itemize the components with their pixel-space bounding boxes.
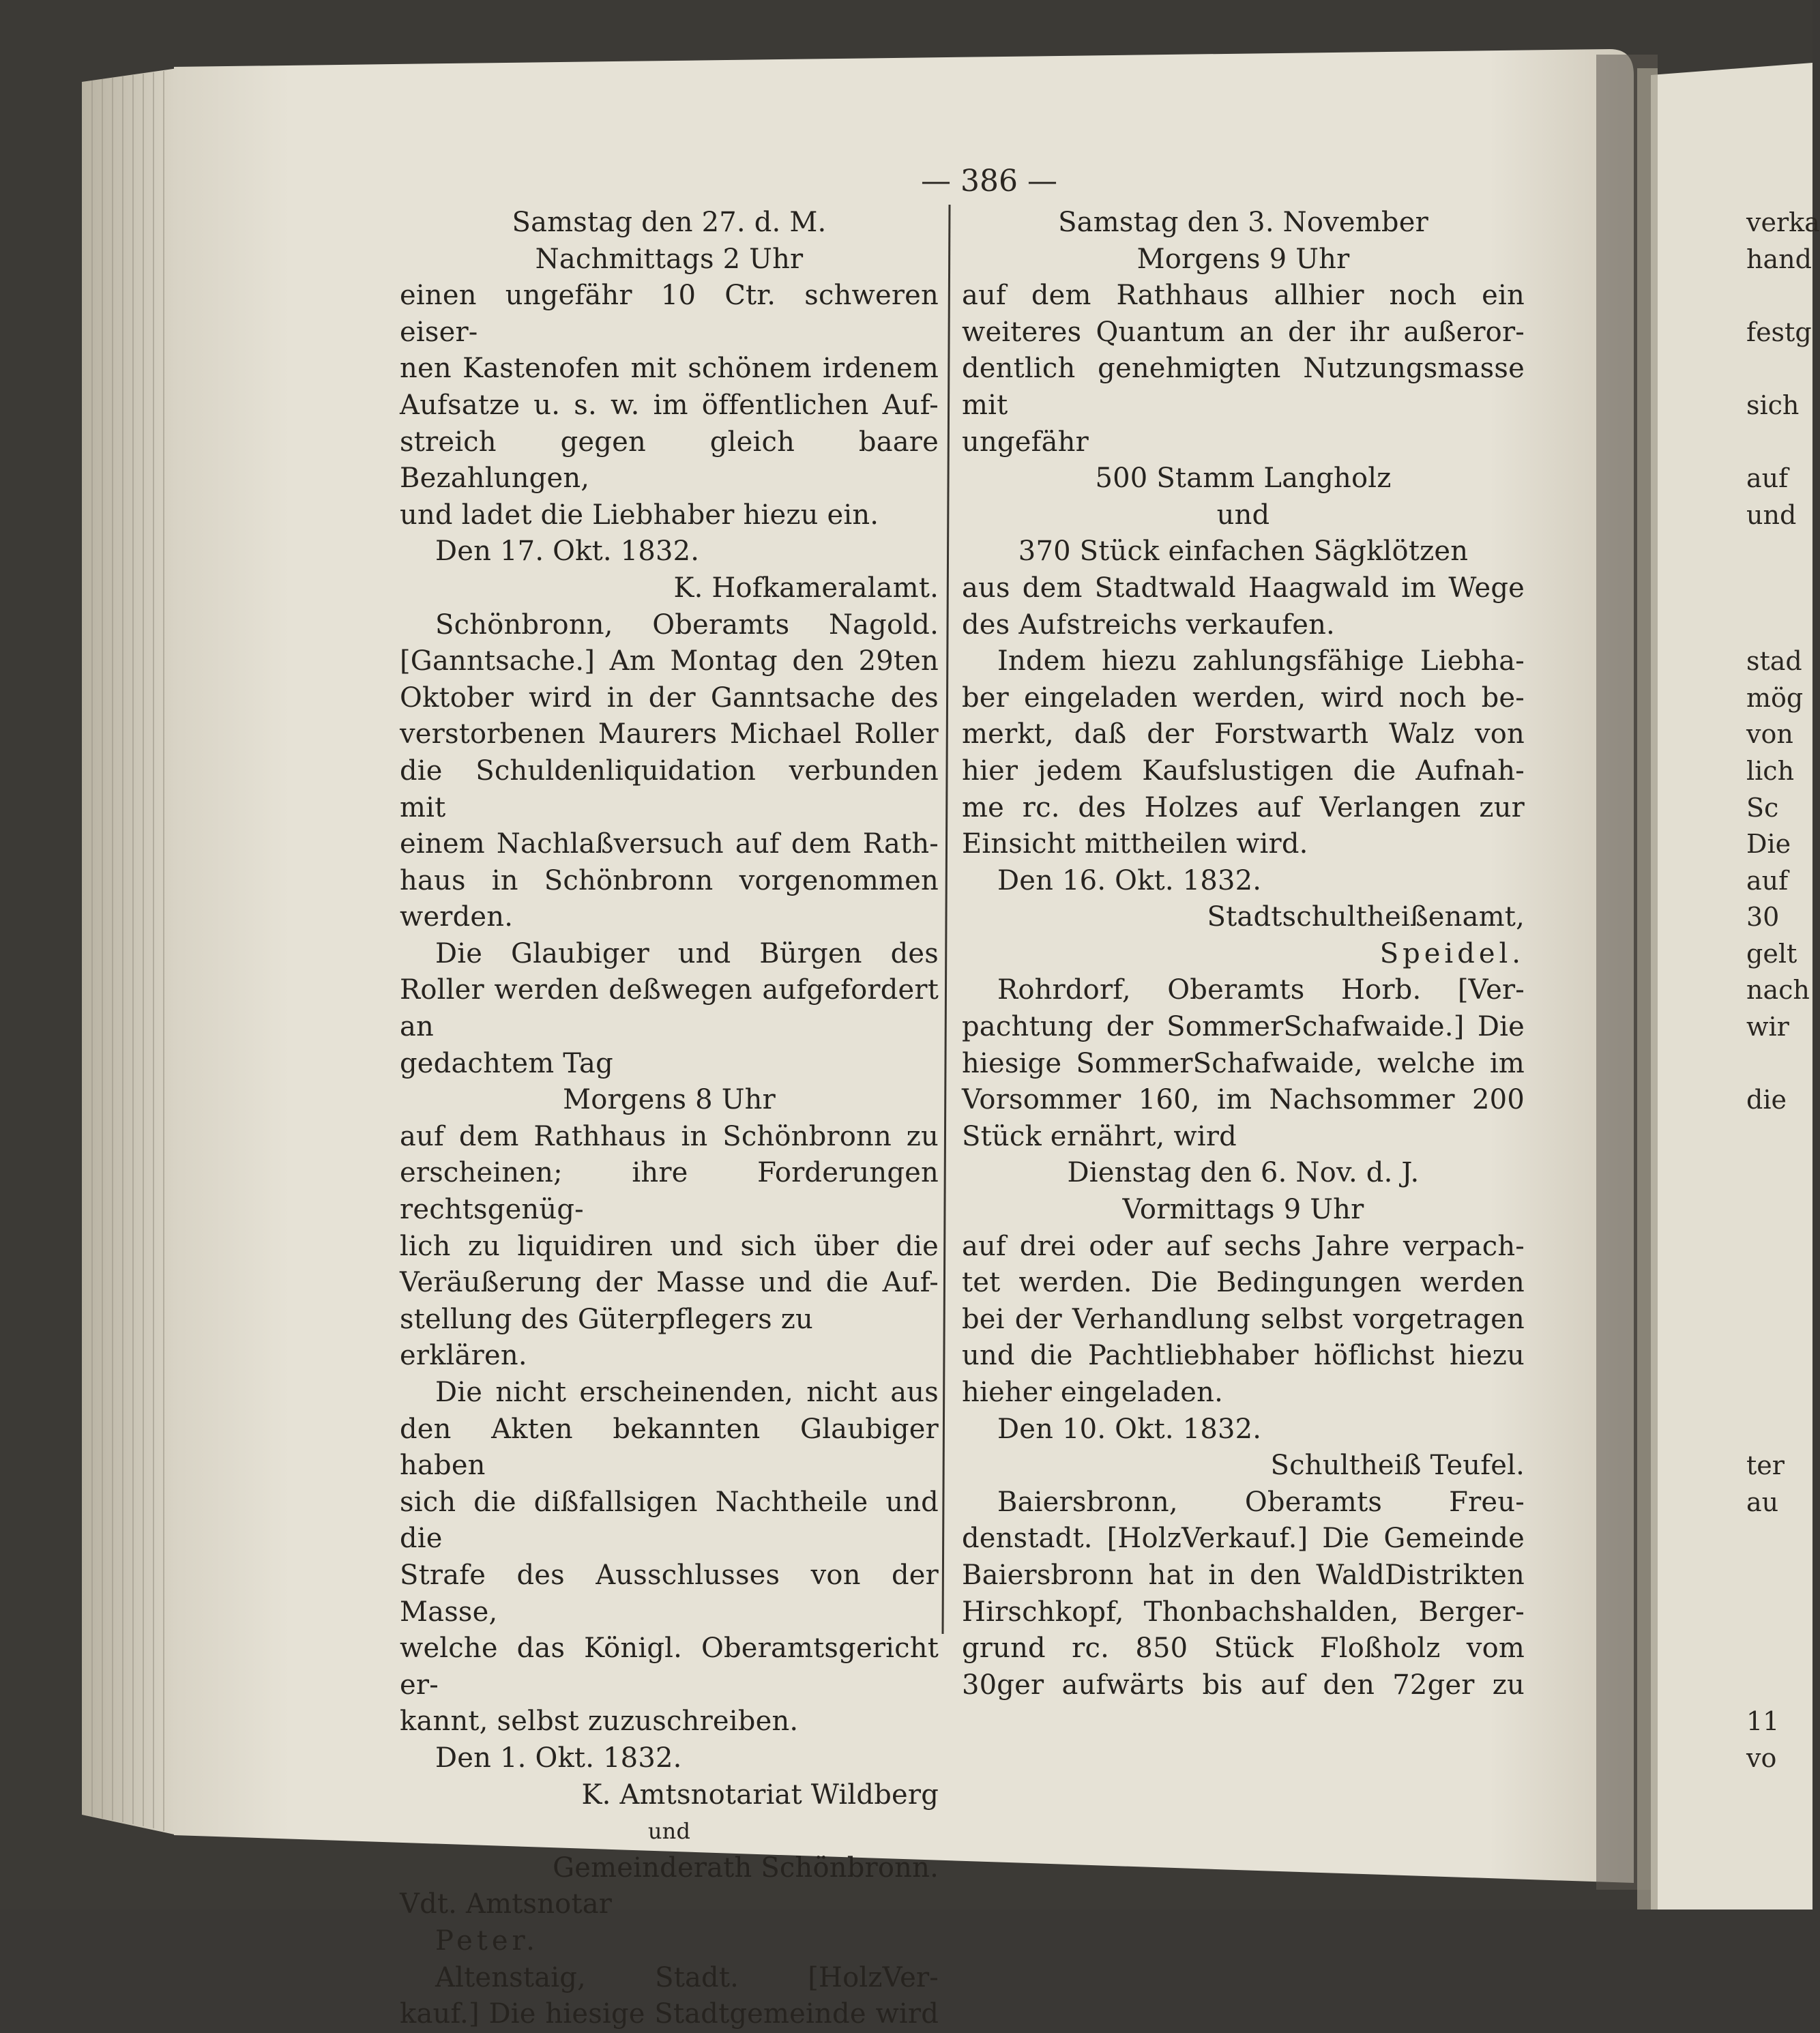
left-column-line: den Akten bekannten Glaubiger haben bbox=[400, 1413, 939, 1482]
right-column-line: Baiersbronn hat in den WaldDistrikten bbox=[962, 1559, 1525, 1591]
right-column-line: ber eingeladen werden, wird noch be- bbox=[962, 682, 1525, 714]
right-column-line: Indem hiezu zahlungsfähige Liebha- bbox=[997, 645, 1525, 677]
right-column-line: dentlich genehmigten Nutzungsmasse mit bbox=[962, 353, 1525, 421]
next-page-line bbox=[1746, 1667, 1808, 1704]
left-column bbox=[400, 205, 939, 2033]
next-page-line bbox=[1746, 1265, 1808, 1302]
left-column-line: Den 17. Okt. 1832. bbox=[435, 536, 700, 568]
right-column-line: 500 Stamm Langholz bbox=[1095, 463, 1392, 495]
right-column-line: auf dem Rathhaus allhier noch ein bbox=[962, 280, 1525, 312]
next-page-line: hand bbox=[1746, 244, 1812, 274]
left-column-line: lich zu liquidiren und sich über die bbox=[400, 1230, 939, 1262]
next-page-line: gelt bbox=[1746, 938, 1797, 969]
left-column-line: stellung des Güterpflegers zu erklären. bbox=[400, 1303, 813, 1372]
left-column-line: kauf.] Die hiesige Stadtgemeinde wird bbox=[400, 1998, 939, 2030]
left-column-line: die Schuldenliquidation verbunden mit bbox=[400, 755, 939, 823]
left-column-line: Strafe des Ausschlusses von der Masse, bbox=[400, 1559, 939, 1628]
next-page-line: auf bbox=[1746, 865, 1789, 896]
right-column-line: Schultheiß Teufel. bbox=[1270, 1450, 1525, 1482]
next-page-line bbox=[1746, 533, 1808, 570]
left-column-line: und bbox=[647, 1818, 691, 1845]
left-column-line: Aufsatze u. s. w. im öffentlichen Auf- bbox=[400, 389, 939, 421]
next-page-line: Sc bbox=[1746, 792, 1779, 823]
left-column-line: Die nicht erscheinenden, nicht aus bbox=[435, 1377, 939, 1408]
next-page-line bbox=[1746, 1155, 1808, 1192]
left-column-line: auf dem Rathhaus in Schönbronn zu bbox=[400, 1120, 939, 1152]
right-column-line: und bbox=[1216, 499, 1270, 531]
left-column-line: K. Amtsnotariat Wildberg bbox=[581, 1779, 939, 1811]
left-column-line: Schönbronn, Oberamts Nagold. bbox=[435, 609, 939, 641]
right-column-line: grund rc. 850 Stück Floßholz vom bbox=[962, 1633, 1525, 1665]
right-column-line: merkt, daß der Forstwarth Walz von bbox=[962, 718, 1525, 750]
left-column-line: einen ungefähr 10 Ctr. schweren eiser- bbox=[400, 280, 939, 348]
right-column-line: aus dem Stadtwald Haagwald im Wege bbox=[962, 572, 1525, 604]
right-column-line: hieher eingeladen. bbox=[962, 1377, 1223, 1408]
right-column-line: und die Pachtliebhaber höflichst hiezu bbox=[962, 1340, 1525, 1372]
next-page-line bbox=[1746, 351, 1808, 387]
right-column-line: Vorsommer 160, im Nachsommer 200 bbox=[962, 1084, 1525, 1116]
next-page-line bbox=[1746, 1557, 1808, 1594]
right-column-line: 30ger aufwärts bis auf den 72ger zu bbox=[962, 1669, 1525, 1701]
right-column-line: 370 Stück einfachen Sägklötzen bbox=[1018, 536, 1469, 568]
left-column-line: sich die dißfallsigen Nachtheile und die bbox=[400, 1486, 939, 1555]
left-column-line: Veräußerung der Masse und die Auf- bbox=[400, 1267, 939, 1299]
next-page-line: verka bbox=[1746, 207, 1820, 237]
left-column-line: Nachmittags 2 Uhr bbox=[535, 243, 804, 275]
next-page-line: Die bbox=[1746, 829, 1791, 860]
left-column-line: kannt, selbst zuzuschreiben. bbox=[400, 1706, 799, 1738]
next-page-line: 11 bbox=[1746, 1706, 1780, 1737]
next-page-line bbox=[1746, 424, 1808, 461]
next-page-line bbox=[1746, 1302, 1808, 1339]
left-column-line: Die Glaubiger und Bürgen des bbox=[435, 937, 939, 969]
next-page-line bbox=[1746, 1192, 1808, 1229]
next-page-line bbox=[1746, 1630, 1808, 1667]
next-page-line: sich bbox=[1746, 390, 1800, 420]
next-page-line: ter bbox=[1746, 1450, 1785, 1481]
right-column-line: Morgens 9 Uhr bbox=[1136, 243, 1350, 275]
right-column bbox=[962, 205, 1525, 1703]
next-page-line: vo bbox=[1746, 1742, 1777, 1773]
left-column-line: Oktober wird in der Ganntsache des bbox=[400, 682, 939, 714]
left-column-line: Altenstaig, Stadt. [HolzVer- bbox=[435, 1961, 939, 1993]
next-page-line bbox=[1746, 1119, 1808, 1156]
next-page-line bbox=[1746, 570, 1808, 607]
next-page-line bbox=[1746, 1046, 1808, 1083]
next-page-line: wir bbox=[1746, 1012, 1789, 1042]
next-page-line bbox=[1746, 607, 1808, 644]
next-page-line: lich bbox=[1746, 755, 1795, 786]
left-column-line: Vdt. Amtsnotar bbox=[400, 1888, 613, 1920]
left-column-line: K. Hofkameralamt. bbox=[673, 572, 939, 604]
left-column-line: haus in Schönbronn vorgenommen bbox=[400, 864, 939, 896]
left-column-line: gedachtem Tag bbox=[400, 1047, 613, 1079]
right-column-line: Samstag den 3. November bbox=[1058, 207, 1428, 238]
right-column-line: hiesige SommerSchafwaide, welche im bbox=[962, 1047, 1525, 1079]
right-column-line: Speidel. bbox=[1379, 937, 1525, 969]
right-column-line: Hirschkopf, Thonbachshalden, Berger- bbox=[962, 1596, 1525, 1628]
left-column-line: werden. bbox=[400, 901, 514, 933]
left-column-line: verstorbenen Maurers Michael Roller bbox=[400, 718, 939, 750]
right-column-line: denstadt. [HolzVerkauf.] Die Gemeinde bbox=[962, 1523, 1525, 1555]
left-column-line: einem Nachlaßversuch auf dem Rath- bbox=[400, 828, 939, 860]
right-column-line: Vormittags 9 Uhr bbox=[1122, 1194, 1364, 1226]
right-column-line: weiteres Quantum an der ihr außeror- bbox=[962, 316, 1525, 348]
left-column-line: streich gegen gleich baare Bezahlungen, bbox=[400, 426, 939, 495]
left-column-line: Roller werden deßwegen aufgefordert an bbox=[400, 974, 939, 1043]
right-column-line: me rc. des Holzes auf Verlangen zur bbox=[962, 791, 1525, 823]
left-column-line: Gemeinderath Schönbronn. bbox=[553, 1852, 939, 1884]
next-page-line: und bbox=[1746, 499, 1797, 530]
left-column-line: erscheinen; ihre Forderungen rechtsgenüg- bbox=[400, 1157, 939, 1226]
next-page-line bbox=[1746, 278, 1808, 315]
right-column-line: Stück ernährt, wird bbox=[962, 1120, 1237, 1152]
next-page-line: auf bbox=[1746, 463, 1789, 494]
next-page-line bbox=[1746, 1375, 1808, 1412]
next-page-line: von bbox=[1746, 719, 1793, 750]
next-page-line bbox=[1746, 1594, 1808, 1631]
next-page-line: au bbox=[1746, 1487, 1779, 1517]
right-column-line: Einsicht mittheilen wird. bbox=[962, 828, 1308, 860]
next-page-line: die bbox=[1746, 1085, 1787, 1115]
right-column-line: auf drei oder auf sechs Jahre verpach- bbox=[962, 1230, 1525, 1262]
next-page-line: 30 bbox=[1746, 902, 1780, 933]
next-page-fragment bbox=[1746, 205, 1820, 1777]
left-column-line: nen Kastenofen mit schönem irdenem bbox=[400, 353, 939, 385]
next-page-line bbox=[1746, 1338, 1808, 1375]
right-column-line: Den 16. Okt. 1832. bbox=[997, 864, 1262, 896]
left-column-line: Peter. bbox=[435, 1925, 539, 1957]
right-column-line: pachtung der SommerSchafwaide.] Die bbox=[962, 1011, 1525, 1043]
next-page-line bbox=[1746, 1229, 1808, 1266]
left-column-line: welche das Königl. Oberamtsgericht er- bbox=[400, 1633, 939, 1701]
next-page-line: festg bbox=[1746, 317, 1812, 347]
next-page-line: stad bbox=[1746, 646, 1802, 677]
right-column-line: Stadtschultheißenamt, bbox=[1207, 901, 1525, 933]
left-column-line: Samstag den 27. d. M. bbox=[512, 207, 827, 238]
next-page-line: mög bbox=[1746, 682, 1804, 713]
left-column-line: [Ganntsache.] Am Montag den 29ten bbox=[400, 645, 939, 677]
left-column-line: Den 1. Okt. 1832. bbox=[435, 1742, 682, 1774]
left-column-line: Morgens 8 Uhr bbox=[563, 1084, 776, 1116]
right-column-line: des Aufstreichs verkaufen. bbox=[962, 609, 1335, 641]
next-page-line bbox=[1746, 1521, 1808, 1557]
right-column-line: bei der Verhandlung selbst vorgetragen bbox=[962, 1303, 1525, 1335]
right-column-line: Rohrdorf, Oberamts Horb. [Ver- bbox=[997, 974, 1525, 1006]
right-column-line: Baiersbronn, Oberamts Freu- bbox=[997, 1486, 1525, 1518]
right-column-line: hier jedem Kaufslustigen die Aufnah- bbox=[962, 755, 1525, 787]
right-column-line: Dienstag den 6. Nov. d. J. bbox=[1067, 1157, 1420, 1189]
right-column-line: Den 10. Okt. 1832. bbox=[997, 1413, 1262, 1445]
next-page-line bbox=[1746, 1412, 1808, 1448]
left-column-line: und ladet die Liebhaber hiezu ein. bbox=[400, 499, 879, 531]
page-number: — 386 — bbox=[921, 164, 1057, 199]
right-column-line: ungefähr bbox=[962, 426, 1089, 458]
right-column-line: tet werden. Die Bedingungen werden bbox=[962, 1267, 1525, 1299]
next-page-line: nach bbox=[1746, 975, 1810, 1006]
